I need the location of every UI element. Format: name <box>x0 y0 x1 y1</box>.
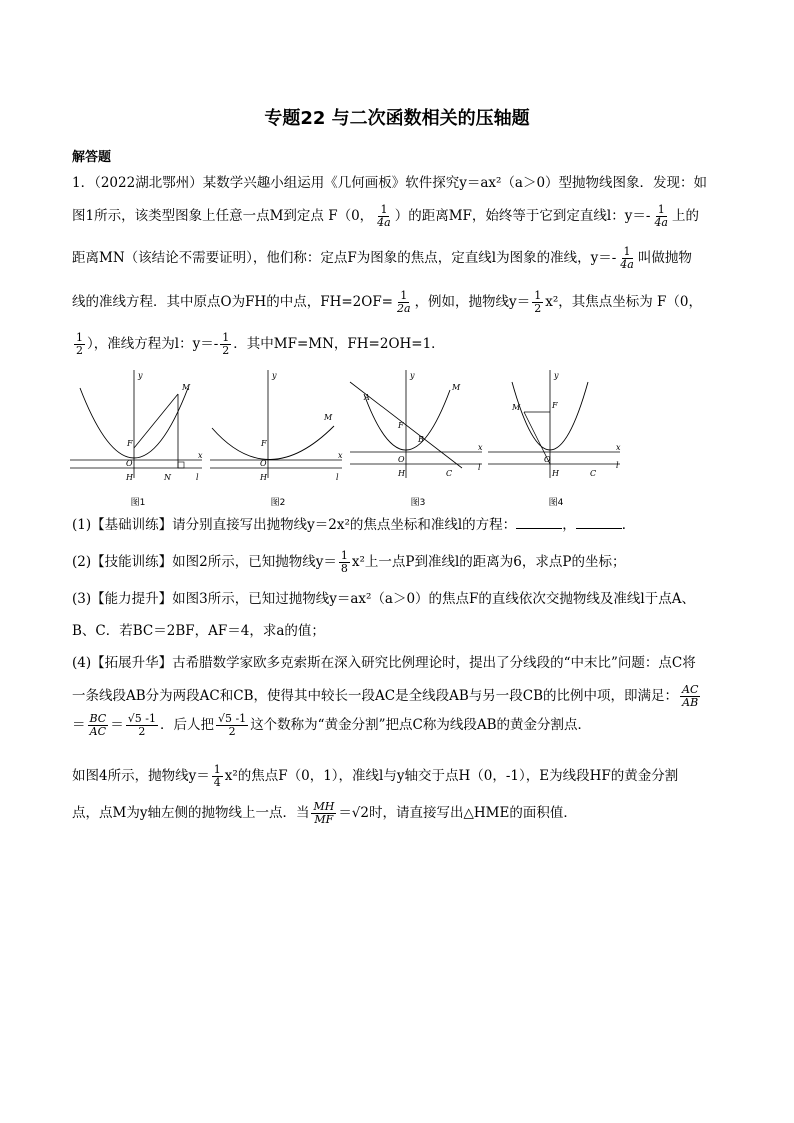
label-M: M <box>182 383 191 392</box>
problem-line-5 <box>72 332 732 357</box>
text: 叫做抛物 <box>637 250 692 266</box>
question-5 <box>72 764 732 826</box>
fraction: $\frac{√5 -1}{2}$ <box>127 712 156 738</box>
text: ．其中MF=MN，FH=2OH=1． <box>233 336 445 352</box>
question-1 <box>72 514 732 536</box>
label-M: M <box>512 403 521 412</box>
label-x: x <box>616 443 621 452</box>
fraction: $\frac{MH}{MF}$ <box>313 800 335 826</box>
text: y＝ax²（a＞0）型抛物线图象．发现：如 <box>459 175 708 191</box>
label-l: l <box>478 463 481 472</box>
text: (4)【拓展升华】古希腊数学家欧多克索斯在深入研究比例理论时，提出了分线段的“中末比”问题：点C将 <box>72 655 696 671</box>
text: ），准线方程为l：y＝- <box>87 336 219 352</box>
answer-blank <box>516 516 562 529</box>
figure-2-caption: 图2 <box>270 498 286 508</box>
problem-line-2 <box>72 204 732 229</box>
figure-4-caption: 图4 <box>548 498 564 508</box>
text: ， <box>562 517 576 533</box>
figure-1-caption: 图1 <box>130 498 146 508</box>
label-O: O <box>544 455 551 464</box>
text: 这个数称为“黄金分割”把点C称为线段AB的黄金分割点． <box>250 717 591 733</box>
label-C: C <box>446 469 453 478</box>
label-y: y <box>138 371 143 380</box>
fraction: $\frac{√5 -1}{2}$ <box>217 712 247 738</box>
text: M到定点 F（0， <box>269 208 374 224</box>
page-title: 专题22 与二次函数相关的压轴题 <box>264 108 530 129</box>
figure-3-graph <box>350 368 486 493</box>
figure-4 <box>488 368 624 508</box>
fraction: $\frac{1}{4}$ <box>213 763 221 789</box>
section-heading: 解答题 <box>72 150 112 165</box>
label-l: l <box>616 461 619 470</box>
question-4 <box>72 652 732 738</box>
figure-1 <box>70 368 206 508</box>
label-y: y <box>554 371 559 380</box>
text: ． <box>621 517 636 533</box>
text: ，例如，抛物线y＝ <box>414 294 531 310</box>
label-F: F <box>552 401 558 410</box>
text: ＝ <box>110 717 124 733</box>
text: ）的距离MF，始终等于它到定直线l：y＝- <box>394 208 651 224</box>
text: 一条线段AB分为两段AC和CB，使得其中较长一段AC是全线段AB与另一段CB的比例中项，即满足： <box>72 688 678 704</box>
label-F: F <box>127 439 133 448</box>
label-F: F <box>261 439 267 448</box>
label-x: x <box>478 443 483 452</box>
text: 线的准线方程．其中原点O为FH的中点，FH=2OF= <box>72 294 393 310</box>
answer-blank <box>576 516 622 529</box>
label-y: y <box>410 371 415 380</box>
fraction: $\frac{1}{2}$ <box>222 331 230 357</box>
text: x²的焦点F（0，1），准线l与y轴交于点H（0，-1），E为线段HF的黄金分割 <box>224 768 679 784</box>
fraction: $\frac{1}{2a}$ <box>397 289 411 315</box>
label-M: M <box>324 413 333 422</box>
figure-3 <box>350 368 486 508</box>
text: ．后人把 <box>159 717 214 733</box>
fraction: $\frac{1}{8}$ <box>340 549 348 575</box>
label-M: M <box>452 383 461 392</box>
fraction: $\frac{1}{4a}$ <box>620 245 634 271</box>
label-F: F <box>398 421 404 430</box>
text: 上的 <box>672 208 699 224</box>
figure-2 <box>210 368 346 508</box>
figure-4-graph <box>488 368 624 493</box>
label-B: B <box>418 435 424 444</box>
text: ＝ <box>72 717 86 733</box>
problem-line-4 <box>72 290 732 315</box>
label-O: O <box>260 459 267 468</box>
fraction: $\frac{1}{2}$ <box>534 289 542 315</box>
label-y: y <box>272 371 277 380</box>
figure-3-caption: 图3 <box>410 498 426 508</box>
label-x: x <box>338 451 343 460</box>
fraction: $\frac{AC}{AB}$ <box>682 683 699 709</box>
text: 点，点M为y轴左侧的抛物线上一点．当 <box>72 805 310 821</box>
label-H: H <box>398 469 405 478</box>
label-N: N <box>164 473 171 482</box>
fraction: $\frac{BC}{AC}$ <box>89 712 107 738</box>
text: (1)【基础训练】请分别直接写出抛物线y＝2x²的焦点坐标和准线l的方程： <box>72 517 517 533</box>
question-2 <box>72 550 732 575</box>
label-H: H <box>260 473 267 482</box>
figure-2-graph <box>210 368 346 493</box>
label-O: O <box>126 459 133 468</box>
problem-line-3 <box>72 246 732 271</box>
text: 距离MN（该结论不需要证明），他们称：定点F为图象的焦点，定直线l为图象的准线，y＝- <box>72 250 617 266</box>
problem-line-1 <box>72 172 732 194</box>
text: x²，其焦点坐标为 F（0， <box>545 294 702 310</box>
fraction: $\frac{1}{4a}$ <box>377 203 391 229</box>
label-O: O <box>398 455 405 464</box>
text: 如图4所示，抛物线y＝ <box>72 768 210 784</box>
fraction: $\frac{1}{4a}$ <box>654 203 668 229</box>
label-l: l <box>336 473 339 482</box>
text: ＝√2时，请直接写出△HME的面积值． <box>338 805 577 821</box>
label-x: x <box>198 451 203 460</box>
text: (2)【技能训练】如图2所示，已知抛物线y＝ <box>72 554 337 570</box>
figures-row <box>70 368 630 508</box>
figure-1-graph <box>70 368 206 493</box>
label-l: l <box>196 473 199 482</box>
text: 图1所示，该类型图象上任意一点 <box>72 208 270 224</box>
text: B、C．若BC＝2BF，AF＝4，求a的值； <box>72 623 325 639</box>
text: 1．（2022湖北鄂州）某数学兴趣小组运用《几何画板》软件探究 <box>72 175 460 191</box>
label-H: H <box>126 473 133 482</box>
label-A: A <box>364 393 370 402</box>
text: (3)【能力提升】如图3所示，已知过抛物线y＝ax²（a＞0）的焦点F的直线依次交抛物线及准线l于点A、 <box>72 591 695 607</box>
text: x²上一点P到准线l的距离为6，求点P的坐标； <box>351 554 626 570</box>
label-H: H <box>552 469 559 478</box>
question-3 <box>72 588 732 642</box>
label-C: C <box>590 469 597 478</box>
fraction: $\frac{1}{2}$ <box>76 331 83 357</box>
